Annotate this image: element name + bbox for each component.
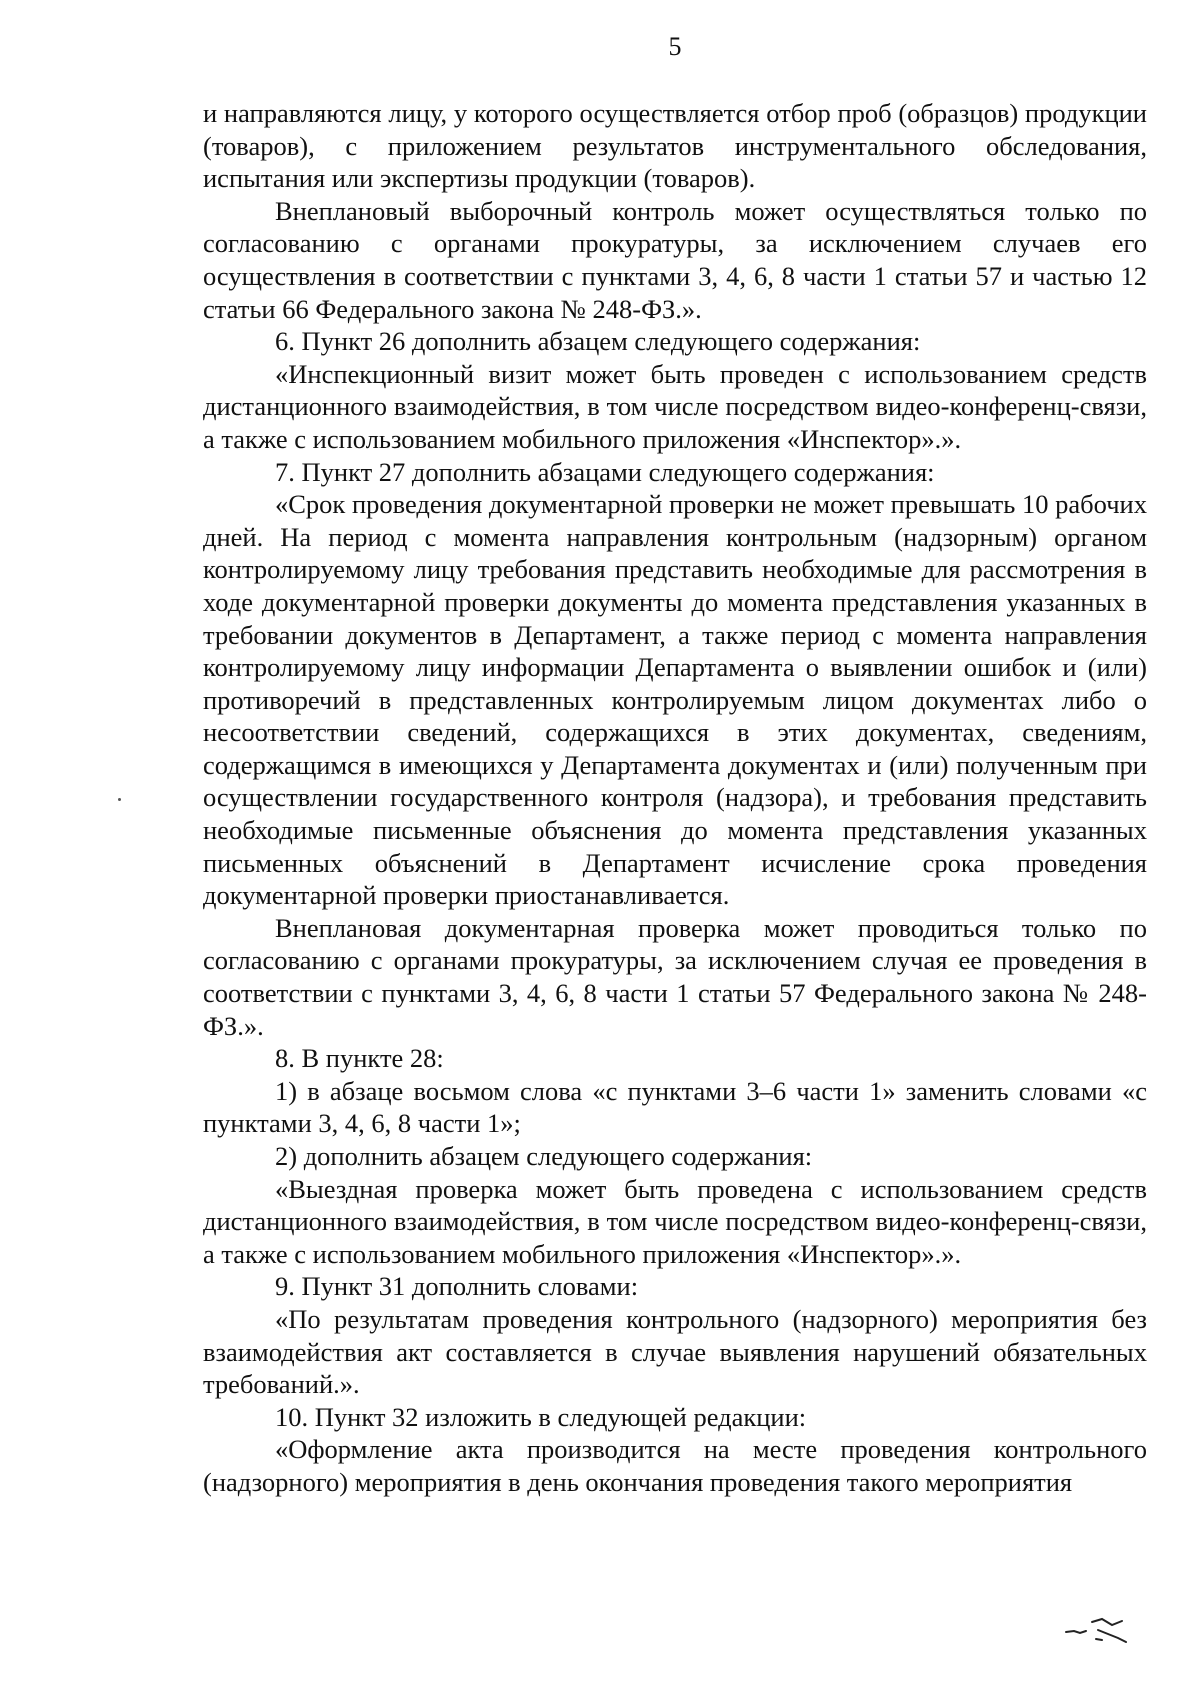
page-number: 5 — [668, 32, 682, 61]
initials-mark — [1062, 1610, 1130, 1646]
document-body — [203, 97, 1147, 1499]
paragraph-unplanned-sample-control: Внеплановый выборочный контроль может осуществляться только по согласованию с органами прокуратуры, за исключением случаев его осуществления в соответствии с пунктами 3, 4, 6, 8 части 1 статьи 57 и частью 12 статьи 66 Федерального закона № 248-ФЗ.». — [203, 195, 1147, 324]
paragraph-unplanned-documentary-check: Внеплановая документарная проверка может проводиться только по согласованию с органами прокуратуры, за исключением случая ее проведения в соответствии с пунктами 3, 4, 6, 8 части 1 статьи 57 Федерального закона № 248-ФЗ.». — [203, 912, 1147, 1041]
paragraph-act-registration: «Оформление акта производится на месте проведения контрольного (надзорного) мероприятия в день окончания проведения такого мероприятия — [203, 1434, 1147, 1497]
paragraph-field-check: «Выездная проверка может быть проведена с использованием средств дистанционного взаимодействия, в том числе посредством видео-конференц-связи, а также с использованием мобильного приложения «Инспектор».». — [203, 1173, 1147, 1269]
paragraph-continuation: и направляются лицу, у которого осуществляется отбор проб (образцов) продукции (товаров), с приложением результатов инструментального обследования, испытания или экспертизы продукции (товаров). — [203, 98, 1147, 194]
paragraph-item-7: 7. Пункт 27 дополнить абзацами следующего содержания: — [275, 456, 935, 487]
paragraph-item-8: 8. В пункте 28: — [275, 1043, 444, 1074]
scan-dot — [118, 798, 121, 801]
paragraph-item-8-sub-1: 1) в абзаце восьмом слова «с пунктами 3–6 части 1» заменить словами «с пунктами 3, 4, 6, 8 части 1»; — [203, 1075, 1147, 1139]
paragraph-control-results-act: «По результатам проведения контрольного (надзорного) мероприятия без взаимодействия акт составляется в случае выявления нарушений обязательных требований.». — [203, 1303, 1147, 1400]
paragraph-item-9: 9. Пункт 31 дополнить словами: — [275, 1271, 639, 1302]
paragraph-item-10: 10. Пункт 32 изложить в следующей редакции: — [275, 1401, 807, 1432]
paragraph-item-6: 6. Пункт 26 дополнить абзацем следующего содержания: — [275, 326, 921, 357]
paragraph-inspection-visit: «Инспекционный визит может быть проведен с использованием средств дистанционного взаимодействия, в том числе посредством видео-конференц-связи, а также с использованием мобильного приложения «Инспектор».». — [203, 358, 1147, 454]
paragraph-item-8-sub-2: 2) дополнить абзацем следующего содержания: — [275, 1141, 813, 1171]
paragraph-documentary-check-term: «Срок проведения документарной проверки не может превышать 10 рабочих дней. На период с момента направления контрольным (надзорным) органом контролируемому лицу требования представить необходимые для рассмотрения в ходе документарной проверки документы до момента представления указанных в требовании документов в Департамент, а также период с момента направления контролируемому лицу информации Департамента о выявлении ошибок и (или) противоречий в представленных контролируемым лицом документах либо о несоответствии сведений, содержащихся в этих документах, сведениям, содержащимся в имеющихся у Департамента документах и (или) полученным при осуществлении государственного контроля (надзора), и требования представить необходимые письменные объяснения до момента представления указанных письменных объяснений в Департамент исчисление срока проведения документарной проверки приостанавливается. — [203, 489, 1147, 911]
